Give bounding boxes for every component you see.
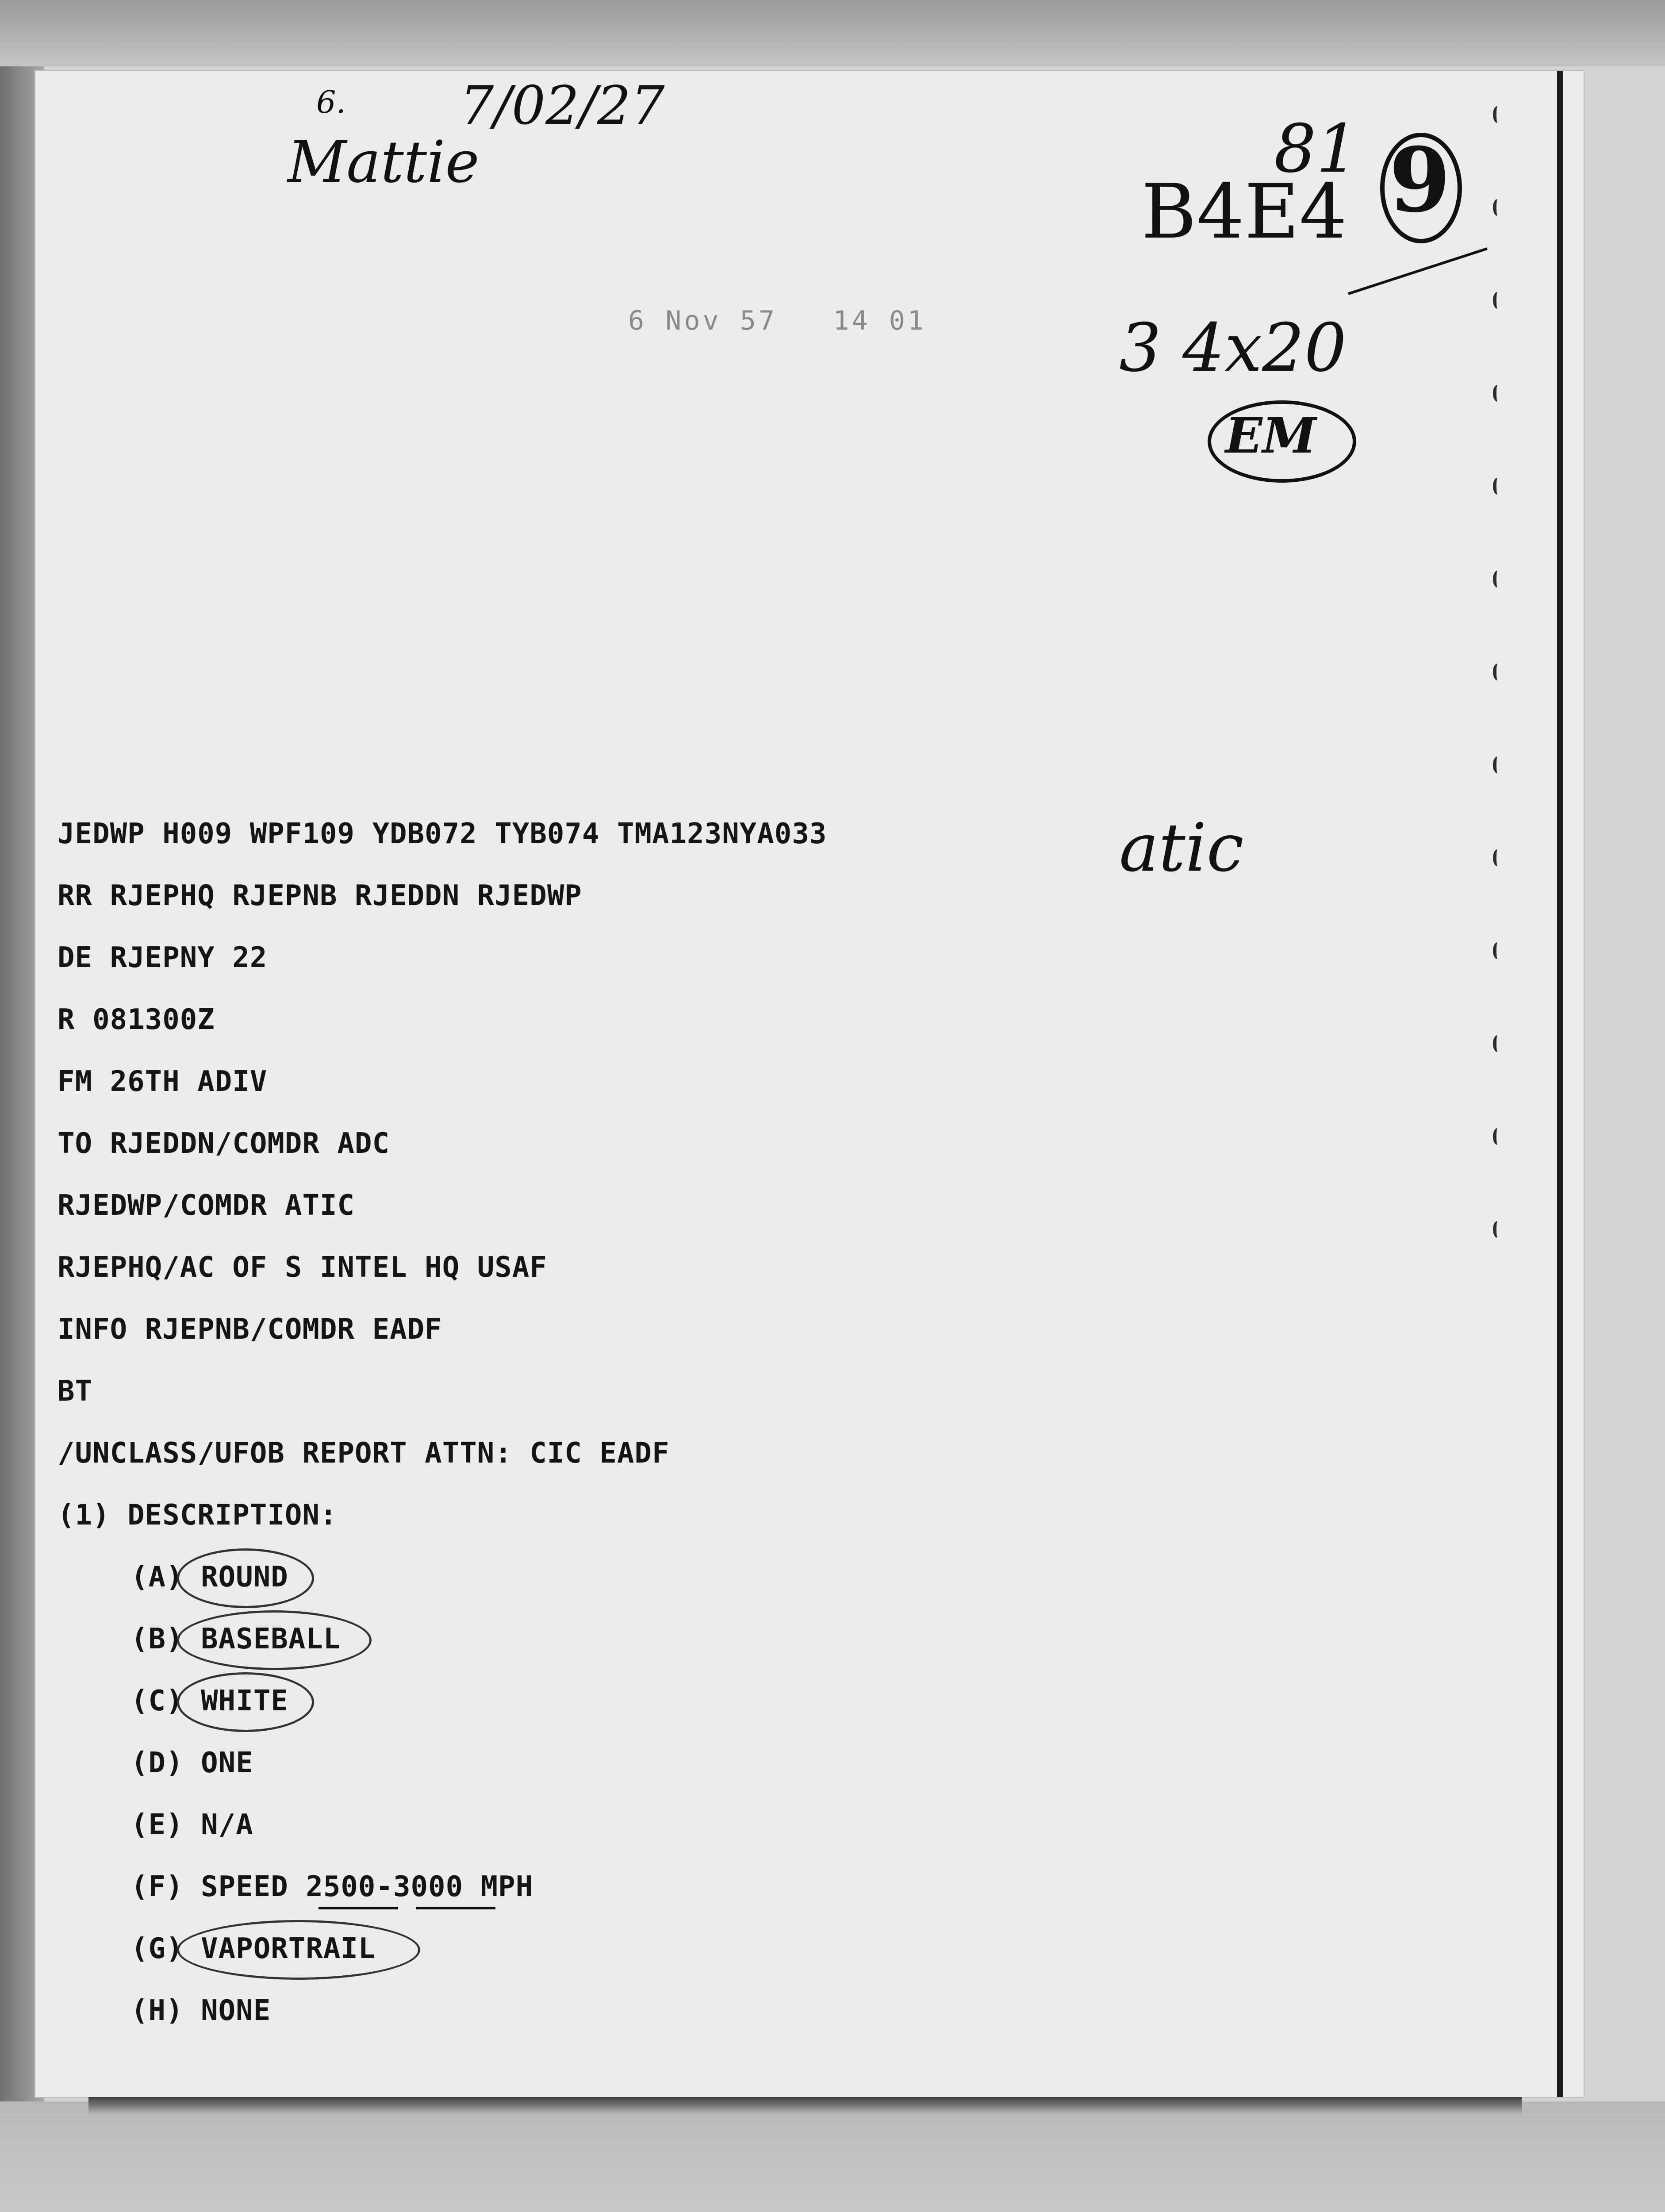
message-line-precedence: RR RJEPHQ RJEPNB RJEDDN RJEDWP — [58, 879, 582, 912]
message-line-subject: /UNCLASS/UFOB REPORT ATTN: CIC EADF — [58, 1437, 670, 1470]
sprocket-hole — [1493, 385, 1502, 402]
sheet-bottom-shadow — [88, 2097, 1522, 2115]
message-line-routing: JEDWP H009 WPF109 YDB072 TYB074 TMA123NYA033 — [58, 818, 827, 850]
handwritten-file-code-top: 81 — [1274, 111, 1358, 188]
sprocket-hole — [1493, 757, 1502, 773]
speed-underline-mark — [318, 1907, 398, 1909]
description-item-g: (G) VAPORTRAIL — [131, 1932, 376, 1965]
handwritten-date: 7/02/27 — [460, 75, 665, 137]
message-line-break: BT — [58, 1375, 93, 1408]
handwritten-initials: EM — [1225, 407, 1316, 464]
message-line-from: FM 26TH ADIV — [58, 1065, 268, 1098]
sprocket-hole — [1493, 664, 1502, 680]
handwritten-number: 6. — [316, 84, 346, 120]
message-line-section-title: (1) DESCRIPTION: — [58, 1499, 338, 1532]
initials-circle-mark — [1208, 400, 1356, 483]
answer-circle-mark — [177, 1920, 420, 1980]
handwritten-name: Mattie — [288, 128, 480, 196]
description-item-c: (C) WHITE — [131, 1685, 288, 1717]
message-line-to-2: RJEDWP/COMDR ATIC — [58, 1189, 355, 1222]
handwritten-file-code: B4E4 — [1141, 168, 1347, 256]
sprocket-hole — [1493, 571, 1502, 588]
message-line-info: INFO RJEPNB/COMDR EADF — [58, 1313, 442, 1346]
message-line-to-3: RJEPHQ/AC OF S INTEL HQ USAF — [58, 1251, 547, 1284]
message-line-origin-station: DE RJEPNY 22 — [58, 941, 268, 974]
speed-underline-mark — [416, 1907, 495, 1909]
sprocket-hole — [1493, 849, 1502, 866]
answer-circle-mark — [177, 1610, 372, 1670]
circled-digit-mark — [1380, 133, 1462, 243]
description-item-h: (H) NONE — [131, 1994, 271, 2027]
handwritten-file-code-circled: 9 — [1389, 128, 1451, 232]
sprocket-hole — [1493, 106, 1502, 123]
description-item-d: (D) ONE — [131, 1747, 253, 1779]
document-sheet — [35, 71, 1584, 2097]
sprocket-hole — [1493, 1128, 1502, 1145]
handwritten-agency-note: atic — [1119, 810, 1244, 887]
message-line-dtg: R 081300Z — [58, 1003, 215, 1036]
sprocket-hole — [1493, 1221, 1502, 1238]
sprocket-hole — [1493, 1035, 1502, 1052]
sheet-right-edge — [1557, 71, 1563, 2097]
sprocket-hole — [1493, 478, 1502, 495]
scan-top-band — [0, 0, 1665, 66]
answer-circle-mark — [177, 1548, 314, 1608]
description-item-f: (F) SPEED 2500-3000 MPH — [131, 1870, 533, 1903]
scan-bottom-area — [0, 2101, 1665, 2212]
sprocket-hole — [1493, 942, 1502, 959]
description-item-b: (B) BASEBALL — [131, 1623, 341, 1655]
sprocket-hole — [1493, 292, 1502, 309]
sprocket-hole — [1493, 199, 1502, 216]
handwritten-size-note: 3 4x20 — [1119, 310, 1347, 387]
message-line-to: TO RJEDDN/COMDR ADC — [58, 1127, 390, 1160]
received-stamp: 6 Nov 57 14 01 — [628, 305, 926, 336]
answer-circle-mark — [177, 1672, 314, 1732]
description-item-a: (A) ROUND — [131, 1561, 288, 1594]
description-item-e: (E) N/A — [131, 1809, 253, 1841]
